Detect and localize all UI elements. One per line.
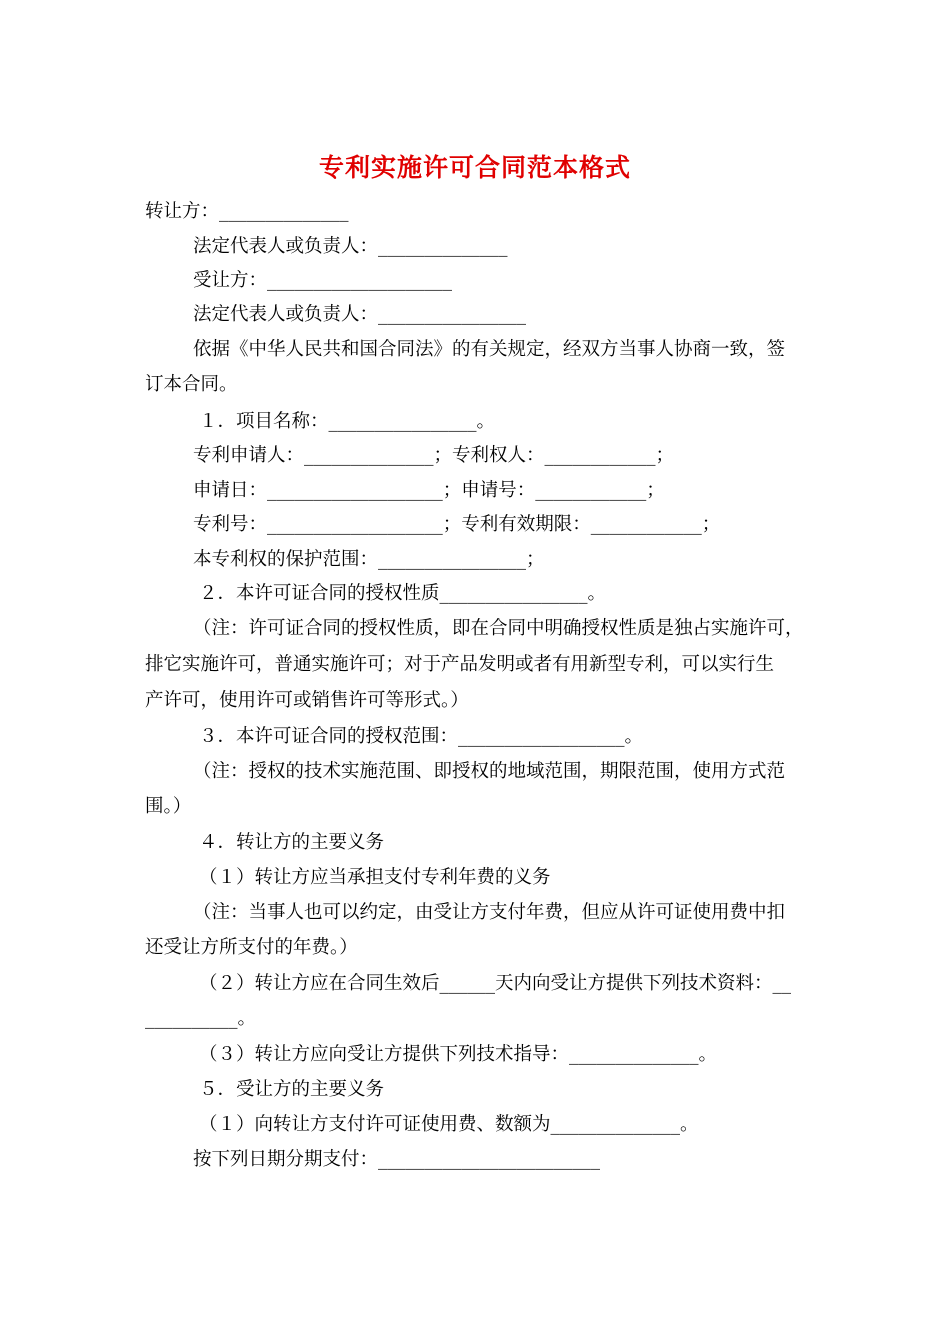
- clause-3-authorization-scope: ３．本许可证合同的授权范围：__________________。: [199, 726, 644, 747]
- clause-4-item-2-continued: __________。: [145, 1008, 257, 1029]
- clause-4-item-2: （２）转让方应在合同生效后______天内向受让方提供下列技术资料：__: [199, 973, 792, 994]
- note-4-line-1: （注：当事人也可以约定，由受让方支付年费，但应从许可证使用费中扣: [193, 902, 786, 923]
- installment-payment-line: 按下列日期分期支付：________________________: [193, 1149, 601, 1170]
- note-2-line-3: 产许可，使用许可或销售许可等形式。）: [145, 690, 469, 711]
- application-date-line: 申请日：___________________；申请号：____________；: [193, 480, 665, 501]
- note-2-line-1: （注：许可证合同的授权性质，即在合同中明确授权性质是独占实施许可，: [193, 618, 804, 639]
- note-2-line-2: 排它实施许可，普通实施许可；对于产品发明或者有用新型专利，可以实行生: [145, 654, 775, 675]
- patent-number-line: 专利号：___________________；专利有效期限：____________；: [193, 514, 721, 535]
- clause-1-project-name: １．项目名称：________________。: [199, 411, 496, 432]
- note-3-line-1: （注：授权的技术实施范围、即授权的地域范围，期限范围，使用方式范: [193, 761, 786, 782]
- note-4-line-2: 还受让方所支付的年费。）: [145, 937, 358, 958]
- preamble-line-2: 订本合同。: [145, 374, 238, 395]
- preamble-line-1: 依据《中华人民共和国合同法》的有关规定，经双方当事人协商一致，签: [193, 339, 786, 360]
- transferor-legal-rep-line: 法定代表人或负责人：______________: [193, 236, 508, 257]
- clause-4-heading: ４．转让方的主要义务: [199, 832, 385, 853]
- transferor-line: 转让方：______________: [145, 201, 349, 222]
- clause-5-item-1: （１）向转让方支付许可证使用费、数额为______________。: [199, 1114, 699, 1135]
- clause-4-item-3: （３）转让方应向受让方提供下列技术指导：______________。: [199, 1044, 718, 1065]
- patent-applicant-line: 专利申请人：______________；专利权人：____________；: [193, 445, 675, 466]
- transferee-line: 受让方：____________________: [193, 270, 453, 291]
- clause-4-item-1: （１）转让方应当承担支付专利年费的义务: [199, 867, 551, 888]
- document-title: 专利实施许可合同范本格式: [318, 153, 631, 182]
- protection-scope-line: 本专利权的保护范围：________________；: [193, 549, 545, 570]
- transferee-legal-rep-line: 法定代表人或负责人：________________: [193, 304, 527, 325]
- note-3-line-2: 围。）: [145, 796, 192, 817]
- clause-2-authorization-nature: ２．本许可证合同的授权性质________________。: [199, 583, 607, 604]
- clause-5-heading: ５．受让方的主要义务: [199, 1079, 385, 1100]
